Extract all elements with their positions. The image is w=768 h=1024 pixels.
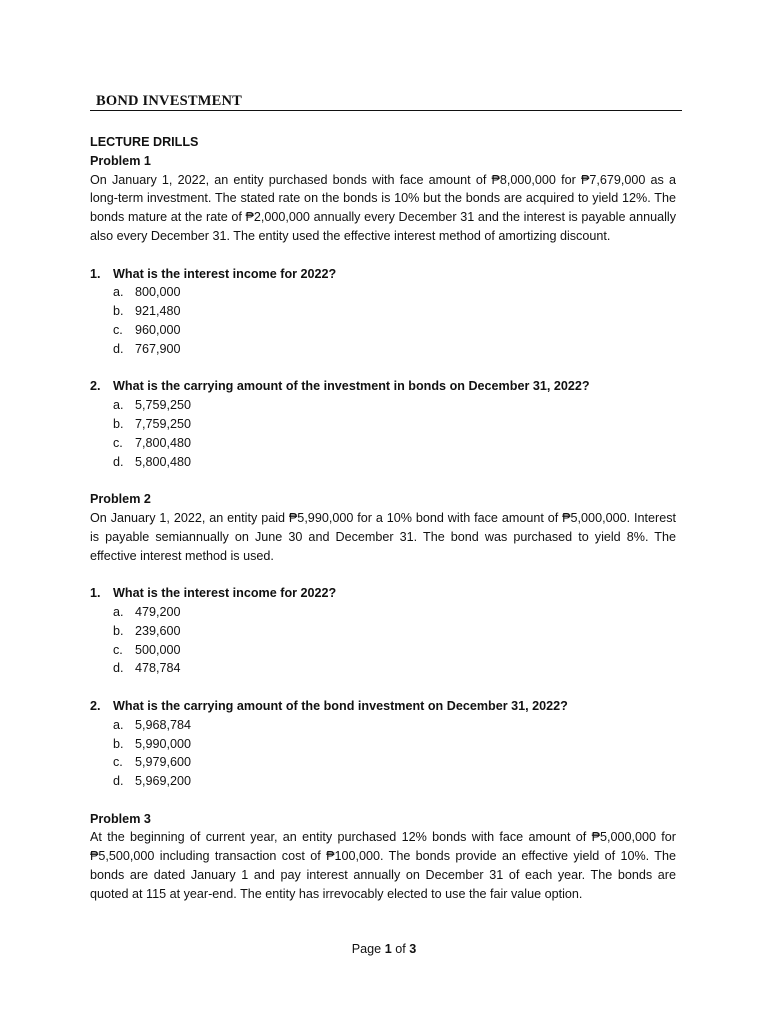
option-value: 239,600 [135, 623, 181, 638]
answer-option [90, 302, 676, 321]
problem-heading: Problem 1 [90, 153, 151, 168]
option-letter: c. [113, 755, 123, 770]
option-value: 7,800,480 [135, 435, 192, 450]
option-letter: c. [113, 322, 123, 337]
question [90, 697, 676, 716]
answer-option [90, 340, 676, 359]
option-letter: c. [113, 642, 123, 657]
spacer [90, 678, 676, 697]
option-letter: b. [113, 736, 124, 751]
answer-option [90, 772, 676, 791]
problem-text: At the beginning of current year, an entity purchased 12% bonds with face amount of ₱5,000,000 for ₱5,500,000 including transaction cost of ₱100,000. The bonds provide an effective yield of 10%. The bonds are dated January 1 and pay interest annually on December 31 of each year. The bonds are quoted at 115 at year-end. The entity has irrevocably elected to use the fair value option. [90, 830, 676, 901]
option-letter: d. [113, 341, 124, 356]
option-letter: a. [113, 604, 124, 619]
problem-heading: Problem 2 [90, 492, 151, 507]
answer-option [90, 716, 676, 735]
option-value: 479,200 [135, 604, 181, 619]
answer-option [90, 415, 676, 434]
question-number: 2. [90, 379, 101, 394]
option-letter: a. [113, 717, 124, 732]
answer-option [90, 622, 676, 641]
document-content [90, 133, 676, 904]
answer-option [90, 396, 676, 415]
option-letter: b. [113, 304, 124, 319]
option-value: 5,979,600 [135, 755, 192, 770]
spacer [90, 246, 676, 265]
option-letter: c. [113, 435, 123, 450]
question-text: What is the interest income for 2022? [113, 266, 337, 281]
footer-total-pages: 3 [409, 942, 417, 956]
question-text: What is the carrying amount of the investment in bonds on December 31, 2022? [113, 379, 590, 394]
section-heading: LECTURE DRILLS [90, 135, 199, 149]
answer-option [90, 603, 676, 622]
answer-option [90, 659, 676, 678]
option-letter: d. [113, 661, 124, 676]
option-letter: d. [113, 454, 124, 469]
spacer [90, 471, 676, 490]
option-value: 960,000 [135, 322, 181, 337]
question-number: 1. [90, 586, 101, 601]
footer-middle: of [391, 942, 410, 956]
footer-prefix: Page [351, 942, 385, 956]
answer-option [90, 321, 676, 340]
document-title: BOND INVESTMENT [90, 92, 682, 111]
option-value: 5,969,200 [135, 774, 192, 789]
problem-heading: Problem 3 [90, 811, 151, 826]
option-letter: b. [113, 623, 124, 638]
spacer [90, 359, 676, 378]
question-number: 1. [90, 266, 101, 281]
question [90, 265, 676, 284]
answer-option [90, 753, 676, 772]
problem-block [90, 152, 676, 472]
option-value: 500,000 [135, 642, 181, 657]
option-value: 767,900 [135, 341, 181, 356]
question [90, 377, 676, 396]
option-value: 5,759,250 [135, 398, 192, 413]
page-footer [0, 942, 768, 956]
answer-option [90, 434, 676, 453]
option-value: 5,800,480 [135, 454, 192, 469]
option-letter: a. [113, 285, 124, 300]
question-text: What is the carrying amount of the bond investment on December 31, 2022? [113, 698, 568, 713]
answer-option [90, 453, 676, 472]
spacer [90, 791, 676, 810]
answer-option [90, 641, 676, 660]
option-value: 478,784 [135, 661, 181, 676]
question [90, 584, 676, 603]
question-number: 2. [90, 698, 101, 713]
footer-current-page: 1 [384, 942, 392, 956]
option-value: 800,000 [135, 285, 181, 300]
problem-text: On January 1, 2022, an entity paid ₱5,990,000 for a 10% bond with face amount of ₱5,000,000. Interest is payable semiannually on June 30 and December 31. The bond was purchased to yield 8%. The effective interest method is used. [90, 510, 676, 563]
problem-text: On January 1, 2022, an entity purchased bonds with face amount of ₱8,000,000 for ₱7,679,000 as a long-term investment. The stated rate on the bonds is 10% but the bonds are acquired to yield 12%. The bonds mature at the rate of ₱2,000,000 annually every December 31 and the interest is payable annually also every December 31. The entity used the effective interest method of amortizing discount. [90, 172, 676, 243]
spacer [90, 565, 676, 584]
question-text: What is the interest income for 2022? [113, 586, 337, 601]
problem-block [90, 810, 676, 904]
option-letter: d. [113, 774, 124, 789]
option-value: 7,759,250 [135, 416, 192, 431]
problems-container [90, 152, 676, 904]
answer-option [90, 283, 676, 302]
option-letter: a. [113, 398, 124, 413]
answer-option [90, 735, 676, 754]
option-value: 5,968,784 [135, 717, 192, 732]
problem-block [90, 490, 676, 791]
option-value: 5,990,000 [135, 736, 192, 751]
option-letter: b. [113, 416, 124, 431]
option-value: 921,480 [135, 304, 181, 319]
